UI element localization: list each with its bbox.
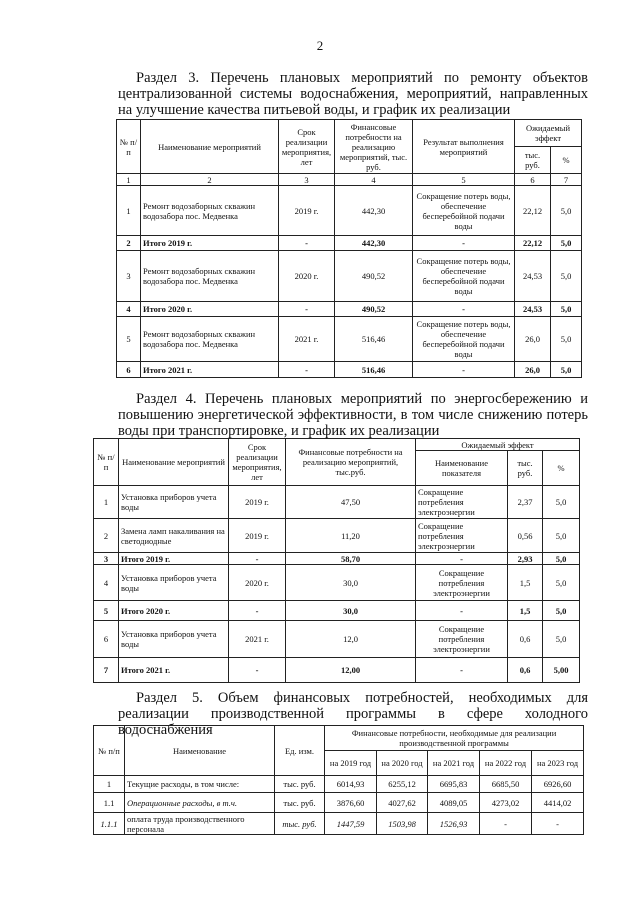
table-row-total	[94, 601, 580, 621]
cell-value: 3876,60	[325, 793, 377, 813]
cell-rub: 22,12	[515, 186, 551, 236]
s5-head-year: на 2022 год	[480, 751, 532, 776]
s3-head-result: Результат выполнения мероприятий	[413, 120, 515, 174]
cell-indicator: -	[416, 553, 508, 565]
s5-head-num: № п/п	[94, 726, 125, 776]
table-row	[117, 186, 582, 236]
section4-title-text: Раздел 4. Перечень плановых мероприятий по энергосбережению и повышению энергетической эффективности, в том числе снижению потерь воды при транспортировке, и график их реализации	[118, 391, 588, 439]
cell-term: -	[229, 553, 286, 565]
cell-finance: 442,30	[335, 236, 413, 251]
s5-head-finance: Финансовые потребности, необходимые для реализации производственной программы	[325, 726, 584, 751]
s5-head-unit: Ед. изм.	[275, 726, 325, 776]
s4-head-num: № п/п	[94, 439, 119, 486]
cell-pct: 5,0	[551, 317, 582, 362]
cell-pct: 5,0	[543, 519, 580, 553]
s5-head-name: Наименование	[125, 726, 275, 776]
cell-finance: 12,0	[286, 621, 416, 658]
cell-indicator: Сокращение потребления электроэнергии	[416, 621, 508, 658]
cell-name: Операционные расходы, в т.ч.	[125, 793, 275, 813]
s3-colnum: 5	[413, 174, 515, 186]
cell-pct: 5,0	[551, 186, 582, 236]
cell-pct: 5,0	[551, 362, 582, 378]
cell-unit: тыс. руб.	[275, 813, 325, 835]
table-row-total	[94, 553, 580, 565]
table-row-total	[117, 302, 582, 317]
s3-head-num: № п/п	[117, 120, 141, 174]
cell-result: Сокращение потерь воды, обеспечение бесперебойной подачи воды	[413, 186, 515, 236]
cell-finance: 490,52	[335, 302, 413, 317]
cell-term: -	[279, 362, 335, 378]
s3-head-effect-pct: %	[551, 147, 582, 174]
s4-head-name: Наименование мероприятий	[119, 439, 229, 486]
cell-num: 6	[94, 621, 119, 658]
cell-term: 2020 г.	[229, 565, 286, 601]
cell-name: Итого 2019 г.	[119, 553, 229, 565]
cell-num: 2	[117, 236, 141, 251]
cell-term: 2019 г.	[279, 186, 335, 236]
cell-num: 1	[94, 486, 119, 519]
cell-finance: 30,0	[286, 565, 416, 601]
cell-num: 1.1	[94, 793, 125, 813]
cell-finance: 12,00	[286, 658, 416, 683]
cell-term: -	[229, 601, 286, 621]
cell-indicator: Сокращение потребления электроэнергии	[416, 565, 508, 601]
cell-term: 2020 г.	[279, 251, 335, 302]
s3-colnum: 2	[141, 174, 279, 186]
cell-name: Ремонт водозаборных скважин водозабора пос. Медвенка	[141, 317, 279, 362]
table-row-total	[117, 236, 582, 251]
cell-term: 2019 г.	[229, 519, 286, 553]
cell-num: 6	[117, 362, 141, 378]
cell-rub: 26,0	[515, 362, 551, 378]
s3-head-finance: Финансовые потребности на реализацию мероприятий, тыс. руб.	[335, 120, 413, 174]
cell-rub: 22,12	[515, 236, 551, 251]
cell-pct: 5,0	[551, 302, 582, 317]
cell-num: 3	[94, 553, 119, 565]
cell-name: Установка приборов учета воды	[119, 621, 229, 658]
cell-rub: 2,37	[508, 486, 543, 519]
s4-head-rub: тыс. руб.	[508, 451, 543, 486]
cell-num: 3	[117, 251, 141, 302]
cell-name: Ремонт водозаборных скважин водозабора пос. Медвенка	[141, 251, 279, 302]
cell-indicator: Сокращение потребления электроэнергии	[416, 519, 508, 553]
s5-head-year: на 2019 год	[325, 751, 377, 776]
cell-rub: 1,5	[508, 601, 543, 621]
table-row-total	[94, 658, 580, 683]
s3-colnum: 3	[279, 174, 335, 186]
cell-pct: 5,0	[551, 236, 582, 251]
s4-head-indicator: Наименование показателя	[416, 451, 508, 486]
cell-name: Итого 2021 г.	[119, 658, 229, 683]
section3-title	[118, 70, 588, 118]
cell-indicator: -	[416, 658, 508, 683]
section5-title-text: Раздел 5. Объем финансовых потребностей, необходимых для реализации производственной программы в сфере холодного водоснабжения	[118, 690, 588, 738]
cell-name: Итого 2020 г.	[119, 601, 229, 621]
cell-rub: 0,6	[508, 621, 543, 658]
cell-unit: тыс. руб.	[275, 776, 325, 793]
cell-finance: 516,46	[335, 317, 413, 362]
cell-num: 4	[94, 565, 119, 601]
cell-pct: 5,0	[543, 553, 580, 565]
cell-value: -	[532, 813, 584, 835]
cell-pct: 5,0	[543, 601, 580, 621]
cell-num: 5	[117, 317, 141, 362]
cell-finance: 58,70	[286, 553, 416, 565]
s3-head-name: Наименование мероприятий	[141, 120, 279, 174]
cell-finance: 516,46	[335, 362, 413, 378]
cell-value: 4027,62	[377, 793, 428, 813]
cell-result: -	[413, 236, 515, 251]
section4-title	[118, 391, 588, 439]
cell-finance: 11,20	[286, 519, 416, 553]
cell-rub: 2,93	[508, 553, 543, 565]
cell-value: 4273,02	[480, 793, 532, 813]
cell-rub: 0,56	[508, 519, 543, 553]
section4-table	[93, 438, 580, 683]
cell-num: 4	[117, 302, 141, 317]
cell-value: -	[480, 813, 532, 835]
s5-head-year: на 2023 год	[532, 751, 584, 776]
s4-head-finance: Финансовые потребности на реализацию мероприятий, тыс.руб.	[286, 439, 416, 486]
section3-table	[116, 119, 582, 378]
cell-name: Ремонт водозаборных скважин водозабора пос. Медвенка	[141, 186, 279, 236]
s4-head-term: Срок реализации мероприятия, лет	[229, 439, 286, 486]
s3-colnum: 4	[335, 174, 413, 186]
cell-term: -	[279, 302, 335, 317]
cell-result: -	[413, 302, 515, 317]
cell-pct: 5,0	[543, 486, 580, 519]
s3-colnum: 6	[515, 174, 551, 186]
table-row	[94, 813, 584, 835]
s4-head-effect: Ожидаемый эффект	[416, 439, 580, 451]
cell-num: 1	[94, 776, 125, 793]
table-row	[94, 621, 580, 658]
cell-num: 1.1.1	[94, 813, 125, 835]
cell-value: 6014,93	[325, 776, 377, 793]
cell-indicator: -	[416, 601, 508, 621]
table-row	[94, 565, 580, 601]
cell-num: 5	[94, 601, 119, 621]
cell-value: 6695,83	[428, 776, 480, 793]
s5-head-year: на 2021 год	[428, 751, 480, 776]
cell-value: 6685,50	[480, 776, 532, 793]
cell-name: Текущие расходы, в том числе:	[125, 776, 275, 793]
cell-term: -	[229, 658, 286, 683]
cell-finance: 47,50	[286, 486, 416, 519]
s3-colnum: 1	[117, 174, 141, 186]
cell-value: 1526,93	[428, 813, 480, 835]
page-number: 2	[316, 38, 324, 53]
cell-result: Сокращение потерь воды, обеспечение бесперебойной подачи воды	[413, 317, 515, 362]
cell-result: -	[413, 362, 515, 378]
table-row	[117, 317, 582, 362]
cell-finance: 30,0	[286, 601, 416, 621]
s3-colnum: 7	[551, 174, 582, 186]
cell-indicator: Сокращение потребления электроэнергии	[416, 486, 508, 519]
cell-unit: тыс. руб.	[275, 793, 325, 813]
table-row-total	[117, 362, 582, 378]
cell-term: 2021 г.	[229, 621, 286, 658]
cell-pct: 5,0	[543, 621, 580, 658]
cell-name: Итого 2020 г.	[141, 302, 279, 317]
cell-num: 2	[94, 519, 119, 553]
cell-name: Установка приборов учета воды	[119, 486, 229, 519]
s3-head-term: Срок реализации мероприятия, лет	[279, 120, 335, 174]
cell-rub: 0,6	[508, 658, 543, 683]
cell-pct: 5,0	[551, 251, 582, 302]
table-row	[94, 486, 580, 519]
cell-name: Установка приборов учета воды	[119, 565, 229, 601]
cell-rub: 1,5	[508, 565, 543, 601]
s3-head-effect-rub: тыс. руб.	[515, 147, 551, 174]
cell-pct: 5,00	[543, 658, 580, 683]
cell-value: 4089,05	[428, 793, 480, 813]
cell-rub: 26,0	[515, 317, 551, 362]
cell-value: 4414,02	[532, 793, 584, 813]
table-row	[94, 776, 584, 793]
cell-value: 6926,60	[532, 776, 584, 793]
cell-finance: 490,52	[335, 251, 413, 302]
cell-value: 1503,98	[377, 813, 428, 835]
cell-term: -	[279, 236, 335, 251]
table-row	[117, 251, 582, 302]
cell-num: 7	[94, 658, 119, 683]
cell-pct: 5,0	[543, 565, 580, 601]
table-row	[94, 793, 584, 813]
s4-head-pct: %	[543, 451, 580, 486]
s5-head-year: на 2020 год	[377, 751, 428, 776]
cell-finance: 442,30	[335, 186, 413, 236]
cell-name: Итого 2019 г.	[141, 236, 279, 251]
cell-name: оплата труда производственного персонала	[125, 813, 275, 835]
table-row	[94, 519, 580, 553]
cell-name: Замена ламп накаливания на светодиодные	[119, 519, 229, 553]
cell-term: 2021 г.	[279, 317, 335, 362]
section3-title-text: Раздел 3. Перечень плановых мероприятий по ремонту объектов централизованной системы водоснабжения, мероприятий, направленных на улучшение качества питьевой воды, и график их реализации	[118, 70, 588, 118]
cell-rub: 24,53	[515, 302, 551, 317]
s3-head-effect: Ожидаемый эффект	[515, 120, 582, 147]
cell-term: 2019 г.	[229, 486, 286, 519]
cell-value: 1447,59	[325, 813, 377, 835]
cell-name: Итого 2021 г.	[141, 362, 279, 378]
cell-rub: 24,53	[515, 251, 551, 302]
cell-value: 6255,12	[377, 776, 428, 793]
cell-num: 1	[117, 186, 141, 236]
section5-table	[93, 725, 584, 835]
cell-result: Сокращение потерь воды, обеспечение бесперебойной подачи воды	[413, 251, 515, 302]
